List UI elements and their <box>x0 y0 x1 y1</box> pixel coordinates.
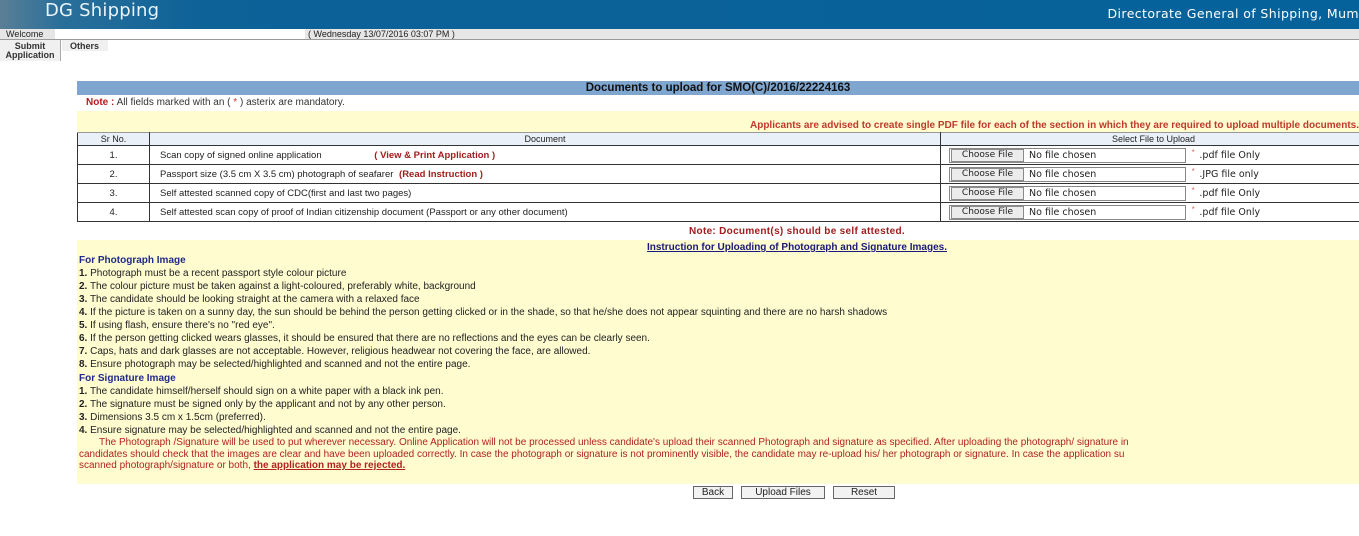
pdf-advice: Applicants are advised to create single PDF file for each of the section in which they are required to upload multiple documents. <box>77 111 1359 132</box>
form-actions <box>693 486 895 499</box>
file-type-hint: .JPG file only <box>1199 168 1259 180</box>
list-item: 4. Ensure signature may be selected/highlighted and scanned and not the entire page. <box>79 425 461 436</box>
sr-no: 3. <box>78 184 150 203</box>
upload-files-button[interactable]: Upload Files <box>741 486 825 499</box>
note-text-post: ) asterix are mandatory. <box>239 97 345 108</box>
document-cell <box>150 146 941 165</box>
file-type-hint: .pdf file Only <box>1199 187 1261 199</box>
choose-file-button[interactable]: Choose File <box>951 149 1024 162</box>
signature-instructions-list <box>79 385 461 437</box>
list-item: 3. The candidate should be looking straight at the camera with a relaxed face <box>79 294 420 305</box>
document-cell <box>150 203 941 222</box>
signature-section-heading: For Signature Image <box>79 373 176 384</box>
table-row <box>78 184 1359 203</box>
menu-item-others[interactable]: Others <box>62 40 108 51</box>
upload-cell <box>941 203 1359 222</box>
rejection-warning: the application may be rejected. <box>253 460 406 471</box>
note-label: Note : <box>86 97 115 108</box>
closing-warning: The Photograph /Signature will be used to put wherever necessary. Online Application will not be processed unless candidate's upload their scanned Photograph and signature as specified. After uploading the photograph/ signature in candidates should check that the images are clear and have been uploaded correctly. In case the photograph or signature is not prominently visible, the candidate may re-upload his/ her photograph or signature. In case the application su scanned photograph/signature or both, the application may be rejected. <box>79 437 1129 471</box>
list-item: 3. Dimensions 3.5 cm x 1.5cm (preferred). <box>79 412 266 423</box>
choose-file-button[interactable]: Choose File <box>951 206 1024 219</box>
list-item: 8. Ensure photograph may be selected/highlighted and scanned and not the entire page. <box>79 359 471 370</box>
upload-cell <box>941 184 1359 203</box>
required-asterisk-icon: * <box>1191 204 1195 214</box>
back-button[interactable]: Back <box>693 486 733 499</box>
choose-file-button[interactable]: Choose File <box>951 168 1024 181</box>
col-select-file: Select File to Upload <box>941 133 1359 146</box>
file-name-status: No file chosen <box>1029 187 1097 199</box>
photo-instructions-list <box>79 267 887 371</box>
list-item: 1. Photograph must be a recent passport style colour picture <box>79 268 347 279</box>
document-cell <box>150 184 941 203</box>
document-name: Self attested scan copy of proof of Indian citizenship document (Passport or any other document) <box>160 206 568 218</box>
table-row <box>78 203 1359 222</box>
sr-no: 2. <box>78 165 150 184</box>
file-input-cdc[interactable] <box>949 186 1186 201</box>
list-item: 7. Caps, hats and dark glasses are not acceptable. However, religious headwear not covering the face, are allowed. <box>79 346 591 357</box>
instructions-link[interactable]: Instruction for Uploading of Photograph and Signature Images. <box>646 242 947 253</box>
col-document: Document <box>150 133 941 146</box>
document-name: Scan copy of signed online application <box>160 149 322 161</box>
upload-cell <box>941 165 1359 184</box>
photo-section-heading: For Photograph Image <box>79 255 186 266</box>
documents-table <box>77 132 1359 222</box>
file-input-application[interactable] <box>949 148 1186 163</box>
document-name: Self attested scanned copy of CDC(first and last two pages) <box>160 187 412 199</box>
view-print-application-link[interactable]: ( View & Print Application ) <box>374 149 496 161</box>
self-attest-note: Note: Document(s) should be self attested. <box>689 226 905 237</box>
file-input-citizenship[interactable] <box>949 205 1186 220</box>
site-header <box>0 0 1359 29</box>
org-name: Directorate General of Shipping, Mum <box>1107 6 1359 21</box>
required-asterisk-icon: * <box>1191 166 1195 176</box>
file-type-hint: .pdf file Only <box>1199 149 1261 161</box>
asterisk-icon: * <box>233 97 238 108</box>
note-text-pre: All fields marked with an ( <box>116 97 231 108</box>
current-datetime: ( Wednesday 13/07/2016 03:07 PM ) <box>308 29 455 39</box>
table-row <box>78 146 1359 165</box>
table-header-row <box>78 133 1359 146</box>
sr-no: 1. <box>78 146 150 165</box>
reset-button[interactable]: Reset <box>833 486 895 499</box>
welcome-label: Welcome <box>6 29 44 39</box>
list-item: 4. If the picture is taken on a sunny day, the sun should be behind the person getting clicked or in the shade, so that he/she does not appear squinting and there are no harsh shadows <box>79 307 888 318</box>
col-sr-no: Sr No. <box>78 133 150 146</box>
file-name-status: No file chosen <box>1029 206 1097 218</box>
upload-cell <box>941 146 1359 165</box>
document-name: Passport size (3.5 cm X 3.5 cm) photograph of seafarer <box>160 168 394 180</box>
table-row <box>78 165 1359 184</box>
required-asterisk-icon: * <box>1191 147 1195 157</box>
list-item: 2. The signature must be signed only by the applicant and not by any other person. <box>79 399 446 410</box>
page-title: Documents to upload for SMO(C)/2016/22224163 <box>77 81 1359 95</box>
read-instruction-link[interactable]: (Read Instruction ) <box>399 168 483 180</box>
list-item: 1. The candidate himself/herself should sign on a white paper with a black ink pen. <box>79 386 444 397</box>
list-item: 2. The colour picture must be taken against a light-coloured, preferably white, background <box>79 281 476 292</box>
sr-no: 4. <box>78 203 150 222</box>
welcome-bar <box>0 29 1359 40</box>
redacted-username <box>55 29 305 39</box>
file-name-status: No file chosen <box>1029 149 1097 161</box>
document-cell <box>150 165 941 184</box>
file-input-photograph[interactable] <box>949 167 1186 182</box>
instructions-panel <box>77 240 1359 484</box>
menu-item-submit-application[interactable]: Submit Application <box>0 40 61 61</box>
mandatory-note <box>86 97 345 108</box>
file-name-status: No file chosen <box>1029 168 1097 180</box>
file-type-hint: .pdf file Only <box>1199 206 1261 218</box>
choose-file-button[interactable]: Choose File <box>951 187 1024 200</box>
site-logo: DG Shipping <box>45 0 160 21</box>
required-asterisk-icon: * <box>1191 185 1195 195</box>
list-item: 6. If the person getting clicked wears glasses, it should be ensured that there are no reflections and the eyes can be clearly seen. <box>79 333 650 344</box>
list-item: 5. If using flash, ensure there's no "red eye". <box>79 320 275 331</box>
